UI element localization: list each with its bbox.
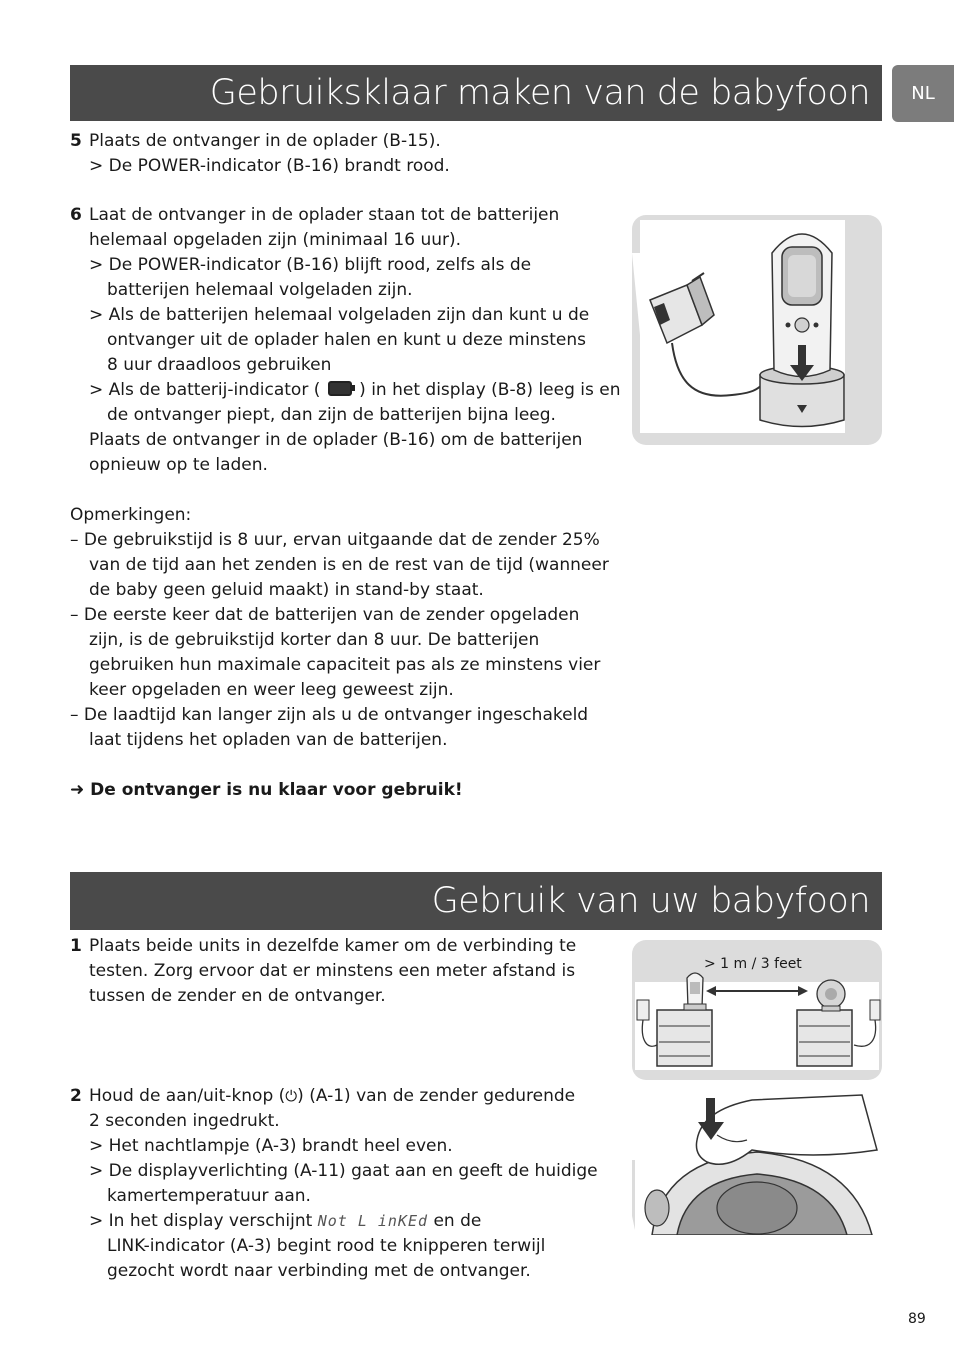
- note-item: laat tijdens het opladen van de batterijen.: [89, 730, 448, 750]
- step-result: kamertemperatuur aan.: [107, 1186, 311, 1206]
- note-item: – De gebruikstijd is 8 uur, ervan uitgaande dat de zender 25%: [70, 530, 600, 550]
- step-result: > Het nachtlampje (A-3) brandt heel even.: [89, 1136, 453, 1156]
- step-result: > Als de batterijen helemaal volgeladen zijn dan kunt u de: [89, 305, 590, 325]
- step-text: tussen de zender en de ontvanger.: [89, 986, 386, 1006]
- note-item: – De laadtijd kan langer zijn als u de ontvanger ingeschakeld: [70, 705, 589, 725]
- power-icon: ⏻: [285, 1087, 298, 1105]
- section-title: Gebruik van uw babyfoon: [431, 881, 870, 921]
- note-item: van de tijd aan het zenden is en de rest van de tijd (wanneer: [89, 555, 609, 575]
- notes-title: Opmerkingen:: [70, 505, 192, 525]
- step-result: [89, 380, 621, 400]
- step-text: Plaats de ontvanger in de oplader (B-16) om de batterijen: [89, 430, 583, 450]
- step-result-part: > In het display verschijnt: [89, 1211, 313, 1231]
- step-result-part: ) in het display (B-8) leeg is en: [359, 380, 621, 400]
- step-result-part: en de: [433, 1211, 482, 1231]
- step-text-part: ) (A-1) van de zender gedurende: [297, 1086, 576, 1106]
- power-button-illustration-panel: [632, 1090, 882, 1235]
- step-result: ontvanger uit de oplader halen en kunt u deze minstens: [107, 330, 586, 350]
- section-title-bar: [70, 65, 882, 121]
- step-text: Plaats beide units in dezelfde kamer om de verbinding te: [89, 936, 577, 956]
- step-number: 6: [70, 205, 82, 225]
- note-item: keer opgeladen en weer leeg geweest zijn.: [89, 680, 454, 700]
- step-text: Plaats de ontvanger in de oplader (B-15).: [89, 131, 441, 151]
- distance-illustration-panel: [632, 940, 882, 1080]
- step-number: 5: [70, 131, 82, 151]
- step-result: 8 uur draadloos gebruiken: [107, 355, 332, 375]
- receiver-charger-illustration: [632, 215, 882, 445]
- step-result: > De POWER-indicator (B-16) blijft rood, zelfs als de: [89, 255, 532, 275]
- step-result: gezocht wordt naar verbinding met de ontvanger.: [107, 1261, 531, 1281]
- press-power-illustration: [632, 1090, 882, 1235]
- step-number: 1: [70, 936, 82, 956]
- charger-illustration-panel: [632, 215, 882, 445]
- step-result: batterijen helemaal volgeladen zijn.: [107, 280, 413, 300]
- step-text-part: Houd de aan/uit-knop (: [89, 1086, 286, 1106]
- note-item: de baby geen geluid maakt) in stand-by staat.: [89, 580, 484, 600]
- step-text: helemaal opgeladen zijn (minimaal 16 uur).: [89, 230, 462, 250]
- step-result: de ontvanger piept, dan zijn de batterijen bijna leeg.: [107, 405, 556, 425]
- section-title: Gebruiksklaar maken van de babyfoon: [209, 73, 870, 113]
- lcd-display-text: Not L inKEd: [317, 1212, 429, 1230]
- page-number: 89: [908, 1311, 926, 1327]
- step-result: > De POWER-indicator (B-16) brandt rood.: [89, 156, 450, 176]
- step-text: opnieuw op te laden.: [89, 455, 268, 475]
- section-title-bar: [70, 872, 882, 930]
- language-tab: NL: [892, 65, 954, 122]
- step-result: [89, 1211, 481, 1231]
- step-text: 2 seconden ingedrukt.: [89, 1111, 280, 1131]
- step-result: > De displayverlichting (A-11) gaat aan en geeft de huidige: [89, 1161, 598, 1181]
- note-item: zijn, is de gebruikstijd korter dan 8 uur. De batterijen: [89, 630, 540, 650]
- battery-icon: [328, 381, 352, 396]
- distance-illustration: [632, 940, 882, 1080]
- conclusion-text: ➜ De ontvanger is nu klaar voor gebruik!: [70, 780, 463, 800]
- distance-label: > 1 m / 3 feet: [704, 956, 802, 972]
- step-text: [89, 1086, 575, 1106]
- step-result-part: > Als de batterij-indicator (: [89, 380, 321, 400]
- step-text: testen. Zorg ervoor dat er minstens een meter afstand is: [89, 961, 576, 981]
- step-result: LINK-indicator (A-3) begint rood te knipperen terwijl: [107, 1236, 546, 1256]
- step-text: Laat de ontvanger in de oplader staan tot de batterijen: [89, 205, 560, 225]
- step-number: 2: [70, 1086, 82, 1106]
- note-item: gebruiken hun maximale capaciteit pas als ze minstens vier: [89, 655, 601, 675]
- note-item: – De eerste keer dat de batterijen van de zender opgeladen: [70, 605, 580, 625]
